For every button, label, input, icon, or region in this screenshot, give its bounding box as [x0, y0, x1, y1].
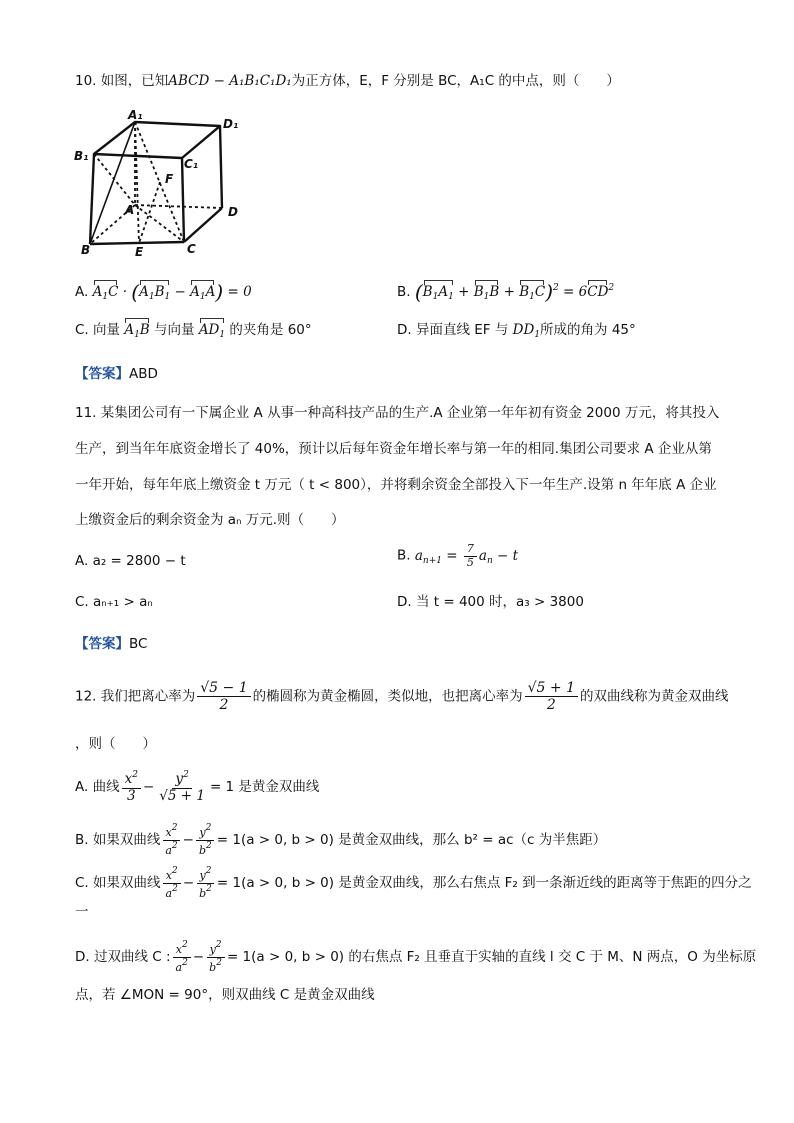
q12-line2: ，则（ ） [75, 736, 156, 752]
q11-line3: 一年开始，每年年底上缴资金 t 万元（ t < 800），并将剩余资金全部投入下一年生产.设第 n 年年底 A 企业 [75, 477, 717, 493]
q10-stem-suffix: 为正方体，E，F 分别是 BC，A₁C 的中点，则（ ） [291, 73, 620, 89]
q11-option-b-math: $a_{n+1}$ = $\frac{7}{5}$ $a_n - t$ [414, 542, 519, 569]
q11-option-d: D. 当 t = 400 时，a₃ > 3800 [397, 594, 584, 610]
q12-option-c-frac1: $\frac{x^2}{a^2}$ [163, 866, 181, 900]
q12-option-d-frac2: $\frac{y^2}{b^2}$ [206, 940, 225, 974]
q10-option-d-math: $DD_1$ [512, 322, 541, 340]
q12-option-d: D. 过双曲线 C : $\frac{x^2}{a^2}$ − $\frac{y^2}{b^2}$ = 1(a > 0, b > 0) 的右焦点 F₂ 且垂直于实轴的直线 l 交 C 于 M、N 两点，O 为坐标原 [75, 940, 757, 974]
q12-option-b-suffix: = 1(a > 0, b > 0) 是黄金双曲线，那么 b² = ac（c 为半焦距） [216, 832, 607, 849]
q12-line1-mid: 的椭圆称为黄金椭圆，类似地，也把离心率为 [252, 688, 523, 705]
label-c: C [187, 242, 196, 256]
q11-line2: 生产，到当年年底资金增长了 40%，预计以后每年资金年增长率与第一年的相同.集团公司要求 A 企业从第 [75, 441, 712, 457]
q10-option-d-prefix: D. 异面直线 EF 与 [397, 322, 509, 338]
cube-top-face [94, 122, 220, 158]
q12-frac2-den: 2 [546, 697, 556, 714]
q11-line4: 上缴资金后的剩余资金为 aₙ 万元.则（ ） [75, 512, 345, 528]
q10-option-b [397, 280, 614, 304]
q12-line1-suffix: 的双曲线称为黄金双曲线 [580, 688, 729, 705]
q12-option-c-suffix: = 1(a > 0, b > 0) 是黄金双曲线，那么右焦点 F₂ 到一条渐近线的距离等于焦距的四分之 [216, 875, 752, 892]
q10-answer-tag: 【答案】 [75, 366, 129, 382]
q12-option-d-prefix: D. 过双曲线 C : [75, 949, 171, 966]
edge-b1b [90, 154, 94, 244]
q10-stem-prefix: 10. 如图，已知 [75, 73, 169, 89]
q12-option-b-prefix: B. 如果双曲线 [75, 832, 161, 849]
line-fe [139, 182, 160, 243]
q12-option-d-cont: 点，若 ∠MON = 90°，则双曲线 C 是黄金双曲线 [75, 987, 375, 1003]
label-d: D [228, 205, 238, 219]
q12-frac-golden-ellipse [197, 680, 250, 713]
q11-answer [75, 636, 147, 652]
edge-bc [90, 242, 184, 244]
q10-option-c-vec2: $AD_1$ [198, 322, 226, 340]
q10-answer [75, 366, 158, 382]
q12-option-b-frac1: $\frac{x^2}{a^2}$ [162, 823, 180, 857]
label-c1: C₁ [184, 157, 199, 171]
q10-option-b-label: B. [397, 284, 415, 300]
q11-answer-value: BC [129, 636, 148, 652]
q10-option-c-suffix: 的夹角是 60° [229, 322, 312, 338]
q12-line1 [75, 680, 729, 713]
q12-frac2-num: √5 + 1 [525, 680, 578, 697]
label-b1: B₁ [74, 149, 89, 163]
q12-option-c: C. 如果双曲线 $\frac{x^2}{a^2}$ − $\frac{y^2}{b^2}$ = 1(a > 0, b > 0) 是黄金双曲线，那么右焦点 F₂ 到一条渐近线的距离等于焦距的四分之 [75, 866, 752, 900]
q10-option-a [75, 280, 252, 304]
q10-answer-value: ABD [129, 366, 158, 382]
q10-option-d-suffix: 所成的角为 45° [540, 322, 636, 338]
q10-option-d [397, 322, 636, 341]
q10-option-b-math: $(B_1A_1 + B_1B + B_1C)^2 = 6CD^2$ [414, 280, 615, 304]
q11-option-a: A. a₂ = 2800 − t [75, 553, 186, 569]
q12-option-a: A. 曲线 $\frac{x^2}{3}$ − $\frac{y^2}{√5 + 1}$ = 1 是黄金双曲线 [75, 770, 320, 804]
q10-stem [75, 73, 620, 89]
label-e: E [135, 245, 144, 258]
q12-line1-prefix: 12. 我们把离心率为 [75, 688, 196, 705]
label-f: F [165, 172, 174, 186]
q12-frac-golden-hyperbola [525, 680, 578, 713]
q12-frac1-den: 2 [219, 697, 229, 714]
q11-answer-tag: 【答案】 [75, 636, 129, 652]
q10-stem-math: ABCD − A₁B₁C₁D₁ [168, 73, 292, 89]
edge-ad-hidden [135, 205, 222, 208]
q12-option-a-frac1: $\frac{x^2}{3}$ [122, 770, 141, 804]
label-b: B [81, 243, 91, 257]
q12-option-a-suffix: = 1 是黄金双曲线 [209, 779, 320, 796]
cube-figure [72, 108, 247, 258]
label-d1: D₁ [223, 117, 239, 131]
q12-option-a-frac2: $\frac{y^2}{√5 + 1}$ [159, 770, 205, 804]
q12-option-a-prefix: A. 曲线 [75, 779, 120, 796]
q11-option-c: C. aₙ₊₁ > aₙ [75, 594, 153, 610]
q12-option-b-frac2: $\frac{y^2}{b^2}$ [196, 823, 215, 857]
q12-option-d-frac1: $\frac{x^2}{a^2}$ [173, 940, 191, 974]
q12-option-b: B. 如果双曲线 $\frac{x^2}{a^2}$ − $\frac{y^2}{b^2}$ = 1(a > 0, b > 0) 是黄金双曲线，那么 b² = ac（c 为半焦距） [75, 823, 607, 857]
q10-option-a-math: $A_1C \cdot (A_1B_1 - A_1A) = 0$ [92, 280, 252, 304]
q11-option-b-label: B. [397, 547, 415, 564]
q12-option-c-frac2: $\frac{y^2}{b^2}$ [196, 866, 215, 900]
q12-option-c-cont: 一 [75, 904, 89, 920]
q11-option-b [397, 543, 518, 569]
edge-cd [184, 208, 222, 242]
q10-option-a-label: A. [75, 284, 93, 300]
label-a: A [125, 203, 135, 217]
edge-d1d [220, 126, 222, 208]
q10-option-c [75, 322, 312, 341]
label-a1: A₁ [128, 108, 143, 122]
q12-option-c-prefix: C. 如果双曲线 [75, 875, 161, 892]
q10-option-c-mid: 与向量 [154, 322, 195, 338]
q12-option-d-suffix: = 1(a > 0, b > 0) 的右焦点 F₂ 且垂直于实轴的直线 l 交 C 于 M、N 两点，O 为坐标原 [226, 949, 757, 966]
q10-option-c-prefix: C. 向量 [75, 322, 121, 338]
q10-option-c-vec1: $A_1B$ [124, 322, 150, 340]
q12-frac1-num: √5 − 1 [197, 680, 250, 697]
q11-line1: 11. 某集团公司有一下属企业 A 从事一种高科技产品的生产.A 企业第一年年初有资金 2000 万元，将其投入 [75, 405, 720, 421]
